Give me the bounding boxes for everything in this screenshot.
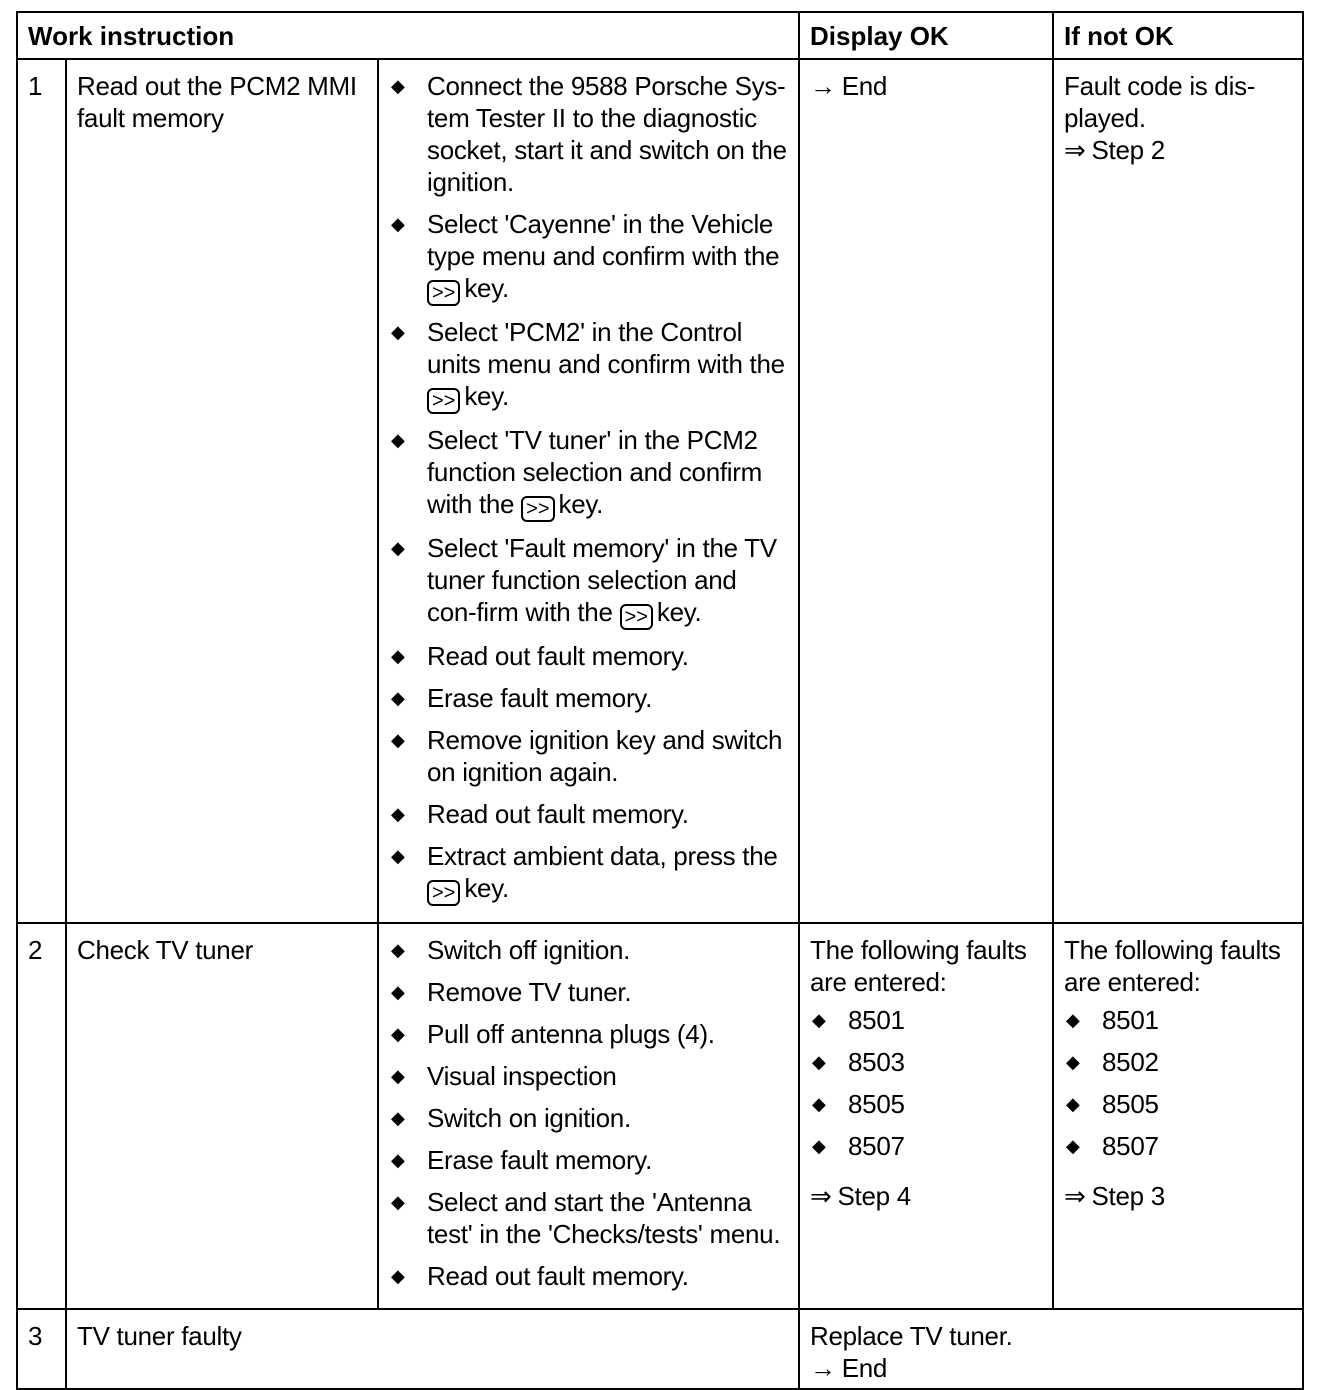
diamond-bullet-icon	[812, 1088, 826, 1120]
list-item	[810, 1088, 1044, 1130]
forward-key-icon: >>	[521, 496, 554, 522]
diamond-bullet-icon	[391, 640, 405, 672]
forward-key-icon: >>	[427, 280, 460, 306]
next-step-link[interactable]: Step 2	[1091, 135, 1165, 165]
if-not-ok-cell	[1053, 923, 1303, 1309]
table-header-row	[17, 12, 1303, 59]
fault-code: 8505	[1102, 1089, 1159, 1119]
header-if-not-ok: If not OK	[1053, 12, 1303, 59]
list-item: ◆ Extract ambient data, press the >> key.	[389, 840, 792, 906]
double-arrow-icon: ⇒	[1064, 135, 1086, 165]
list-item	[1064, 1130, 1294, 1172]
diamond-bullet-icon	[391, 316, 405, 348]
diamond-bullet-icon	[391, 1018, 405, 1050]
list-item: ◆ Read out fault memory.	[389, 640, 792, 672]
diamond-bullet-icon	[391, 1260, 405, 1292]
instruction-list	[389, 934, 792, 1292]
list-item	[810, 1130, 1044, 1172]
diamond-bullet-icon	[1066, 1046, 1080, 1078]
list-item: ◆ Select 'Fault memory' in the TV tuner function selection and con-firm with the >> key.	[389, 532, 792, 630]
list-item: ◆ Erase fault memory.	[389, 1144, 792, 1176]
diamond-bullet-icon	[812, 1004, 826, 1036]
if-not-ok-cell	[1053, 59, 1303, 923]
list-item: ◆ Visual inspection	[389, 1060, 792, 1092]
diamond-bullet-icon	[391, 976, 405, 1008]
diamond-bullet-icon	[391, 724, 405, 756]
diamond-bullet-icon	[391, 208, 405, 240]
result-intro: The following faults are entered:	[1064, 935, 1281, 997]
forward-key-icon: >>	[427, 388, 460, 414]
right-arrow-icon: →	[810, 1353, 836, 1383]
diamond-bullet-icon	[391, 1186, 405, 1218]
next-step-link[interactable]: Step 3	[1091, 1181, 1165, 1211]
header-display-ok: Display OK	[799, 12, 1053, 59]
diamond-bullet-icon	[812, 1046, 826, 1078]
step-number: 2	[17, 923, 66, 1309]
fault-code: 8501	[1102, 1005, 1159, 1035]
diamond-bullet-icon	[1066, 1088, 1080, 1120]
diamond-bullet-icon	[391, 682, 405, 714]
step-label: TV tuner faulty	[66, 1309, 799, 1389]
fault-code-list	[810, 1004, 1044, 1172]
double-arrow-icon: ⇒	[1064, 1181, 1086, 1211]
list-item	[810, 1004, 1044, 1046]
result-end: End	[841, 71, 888, 101]
next-step-link[interactable]: Step 4	[837, 1181, 911, 1211]
list-item: ◆ Select and start the 'Antenna test' in the 'Checks/tests' menu.	[389, 1186, 792, 1250]
list-item	[1064, 1004, 1294, 1046]
fault-code: 8507	[1102, 1131, 1159, 1161]
right-arrow-icon: →	[810, 71, 836, 101]
result-end: End	[841, 1353, 888, 1383]
result-text: Replace TV tuner.	[810, 1321, 1013, 1351]
diamond-bullet-icon	[391, 934, 405, 966]
diamond-bullet-icon	[1066, 1004, 1080, 1036]
work-instruction-table	[16, 11, 1304, 1390]
list-item: ◆ Select 'PCM2' in the Control units menu and confirm with the >> key.	[389, 316, 792, 414]
fault-code: 8503	[848, 1047, 905, 1077]
forward-key-icon: >>	[620, 604, 653, 630]
result-text: Fault code is dis-played.	[1064, 71, 1256, 133]
diamond-bullet-icon	[391, 424, 405, 456]
diamond-bullet-icon	[391, 70, 405, 102]
step-number: 3	[17, 1309, 66, 1389]
diamond-bullet-icon	[391, 798, 405, 830]
list-item: ◆ Read out fault memory.	[389, 798, 792, 830]
list-item: ◆ Pull off antenna plugs (4).	[389, 1018, 792, 1050]
list-item: ◆ Read out fault memory.	[389, 1260, 792, 1292]
diamond-bullet-icon	[1066, 1130, 1080, 1162]
fault-code: 8507	[848, 1131, 905, 1161]
list-item: ◆ Switch on ignition.	[389, 1102, 792, 1134]
list-item: ◆ Connect the 9588 Porsche Sys-tem Tester II to the diagnostic socket, start it and switch on the ignition.	[389, 70, 792, 198]
step-label: Check TV tuner	[66, 923, 378, 1309]
table-row	[17, 923, 1303, 1309]
fault-code: 8505	[848, 1089, 905, 1119]
result-cell	[799, 1309, 1303, 1389]
list-item: ◆ Remove TV tuner.	[389, 976, 792, 1008]
instruction-list	[389, 70, 792, 906]
list-item: ◆ Erase fault memory.	[389, 682, 792, 714]
list-item	[1064, 1046, 1294, 1088]
display-ok-cell	[799, 923, 1053, 1309]
diamond-bullet-icon	[391, 1060, 405, 1092]
diamond-bullet-icon	[391, 840, 405, 872]
list-item: ◆ Remove ignition key and switch on ignition again.	[389, 724, 792, 788]
list-item: ◆ Select 'TV tuner' in the PCM2 function selection and confirm with the >> key.	[389, 424, 792, 522]
double-arrow-icon: ⇒	[810, 1181, 832, 1211]
table-row	[17, 59, 1303, 923]
diamond-bullet-icon	[391, 1102, 405, 1134]
instruction-cell	[378, 59, 799, 923]
fault-code: 8501	[848, 1005, 905, 1035]
header-work-instruction: Work instruction	[17, 12, 799, 59]
forward-key-icon: >>	[427, 880, 460, 906]
list-item	[1064, 1088, 1294, 1130]
fault-code-list	[1064, 1004, 1294, 1172]
list-item	[810, 1046, 1044, 1088]
display-ok-cell	[799, 59, 1053, 923]
step-number: 1	[17, 59, 66, 923]
list-item: ◆ Switch off ignition.	[389, 934, 792, 966]
step-label: Read out the PCM2 MMI fault memory	[66, 59, 378, 923]
fault-code: 8502	[1102, 1047, 1159, 1077]
instruction-cell	[378, 923, 799, 1309]
diamond-bullet-icon	[812, 1130, 826, 1162]
result-intro: The following faults are entered:	[810, 935, 1027, 997]
diamond-bullet-icon	[391, 1144, 405, 1176]
table-row	[17, 1309, 1303, 1389]
diamond-bullet-icon	[391, 532, 405, 564]
list-item: ◆ Select 'Cayenne' in the Vehicle type menu and confirm with the >> key.	[389, 208, 792, 306]
